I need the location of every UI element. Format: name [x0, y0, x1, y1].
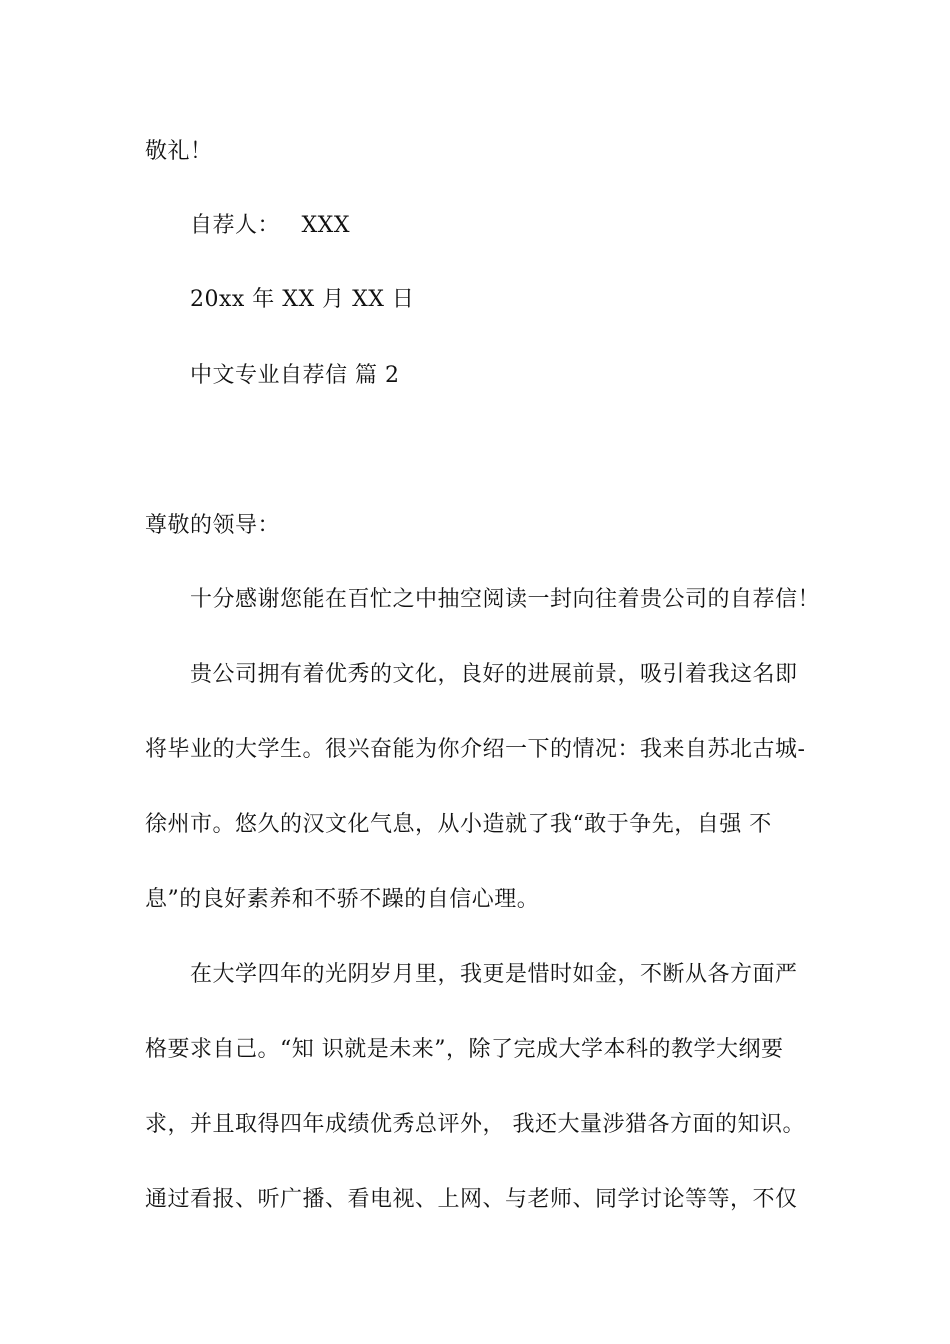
paragraph-2-line-4: 息”的良好素养和不骄不躁的自信心理。 [145, 887, 540, 912]
date-line: 20xx 年 XX 月 XX 日 [190, 287, 415, 312]
paragraph-3-line-2: 格要求自己。“知 识就是未来”，除了完成大学本科的教学大纲要 [145, 1037, 784, 1062]
paragraph-2-line-2: 将毕业的大学生。很兴奋能为你介绍一下的情况：我来自苏北古城- [145, 737, 806, 762]
paragraph-3-line-3: 求，并且取得四年成绩优秀总评外， 我还大量涉猎各方面的知识。 [145, 1112, 805, 1137]
signature-name: XXX [301, 213, 351, 238]
signature-label: 自荐人： [190, 213, 281, 238]
salutation: 尊敬的领导： [145, 513, 281, 538]
closing-line: 敬礼！ [145, 139, 213, 164]
section-title: 中文专业自荐信 篇 2 [190, 363, 400, 388]
paragraph-2-line-1: 贵公司拥有着优秀的文化，良好的进展前景，吸引着我这名即 [190, 662, 798, 687]
paragraph-2-line-3: 徐州市。悠久的汉文化气息，从小造就了我“敢于争先，自强 不 [145, 812, 772, 837]
paragraph-3-line-1: 在大学四年的光阴岁月里，我更是惜时如金，不断从各方面严 [190, 962, 798, 987]
paragraph-3-line-4: 通过看报、听广播、看电视、上网、与老师、同学讨论等等，不仅 [145, 1187, 798, 1212]
signature-line [190, 211, 350, 241]
paragraph-1-line-1: 十分感谢您能在百忙之中抽空阅读一封向往着贵公司的自荐信！ [190, 587, 821, 612]
